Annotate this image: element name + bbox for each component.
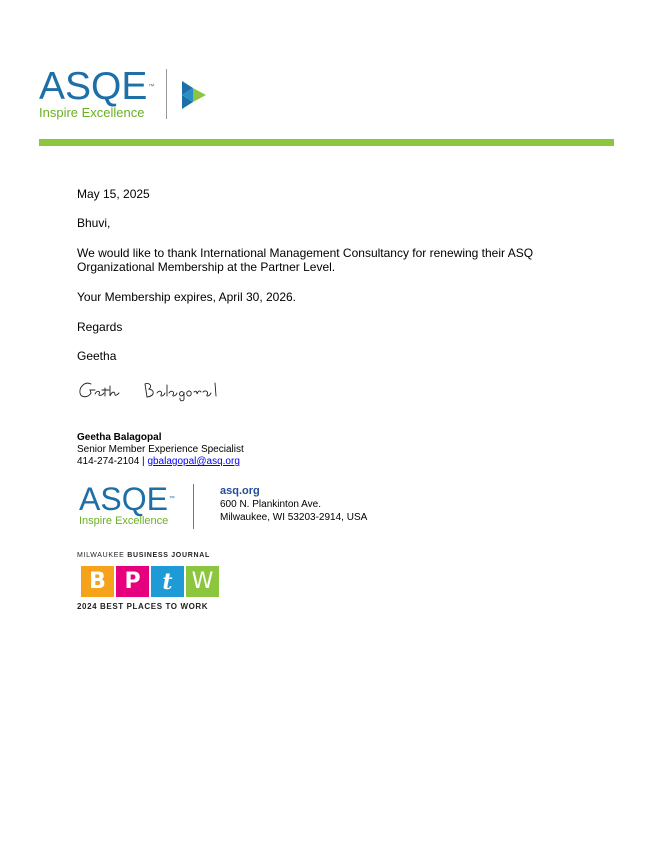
signer-phone: 414-274-2104 [77,456,140,467]
address-line-1: 600 N. Plankinton Ave. [220,499,321,510]
award-tiles [81,566,219,597]
footer-logo-divider [193,484,194,529]
membership-expiry-text: Your Membership expires, April 30, 2026. [77,290,297,304]
award-tile-t: t [151,566,184,597]
letter-salutation: Bhuvi, [77,216,111,230]
award-tile-p: P [116,566,149,597]
asq-arrow-icon [180,79,210,109]
address-line-2: Milwaukee, WI 53203-2914, USA [220,512,368,523]
asq-header-logo [39,65,155,120]
logo-tagline: Inspire Excellence [39,105,145,120]
signer-contact-line [77,456,244,468]
header-green-rule [39,139,614,146]
award-tile-b: B [81,566,114,597]
signer-name: Geetha Balagopal [77,432,162,443]
award-publisher: MILWAUKEE BUSINESS JOURNAL [77,552,210,559]
signer-email-link[interactable]: gbalagopal@asq.org [147,456,240,467]
footer-logo-wordmark: ASQE™ [79,481,175,517]
website-link[interactable]: asq.org [220,485,260,497]
signer-title: Senior Member Experience Specialist [77,444,244,455]
award-title: 2024 BEST PLACES TO WORK [77,602,209,611]
footer-logo-tagline: Inspire Excellence [79,515,169,527]
handwritten-signature [77,378,237,402]
contact-separator: | [139,456,148,467]
footer-contact [220,485,367,524]
best-places-to-work-badge [77,551,219,612]
logo-wordmark: ASQE™ [39,65,155,108]
signature-block [77,432,244,468]
letter-date: May 15, 2025 [77,187,150,201]
sender-first-name: Geetha [77,349,117,363]
logo-divider [166,69,167,119]
asq-footer-logo [79,481,175,527]
letter-body-paragraph: We would like to thank International Management Consultancy for renewing their ASQ Organizational Membership at the Partner Level. [77,246,534,274]
letter-closing: Regards [77,320,123,334]
award-tile-w: W [186,566,219,597]
